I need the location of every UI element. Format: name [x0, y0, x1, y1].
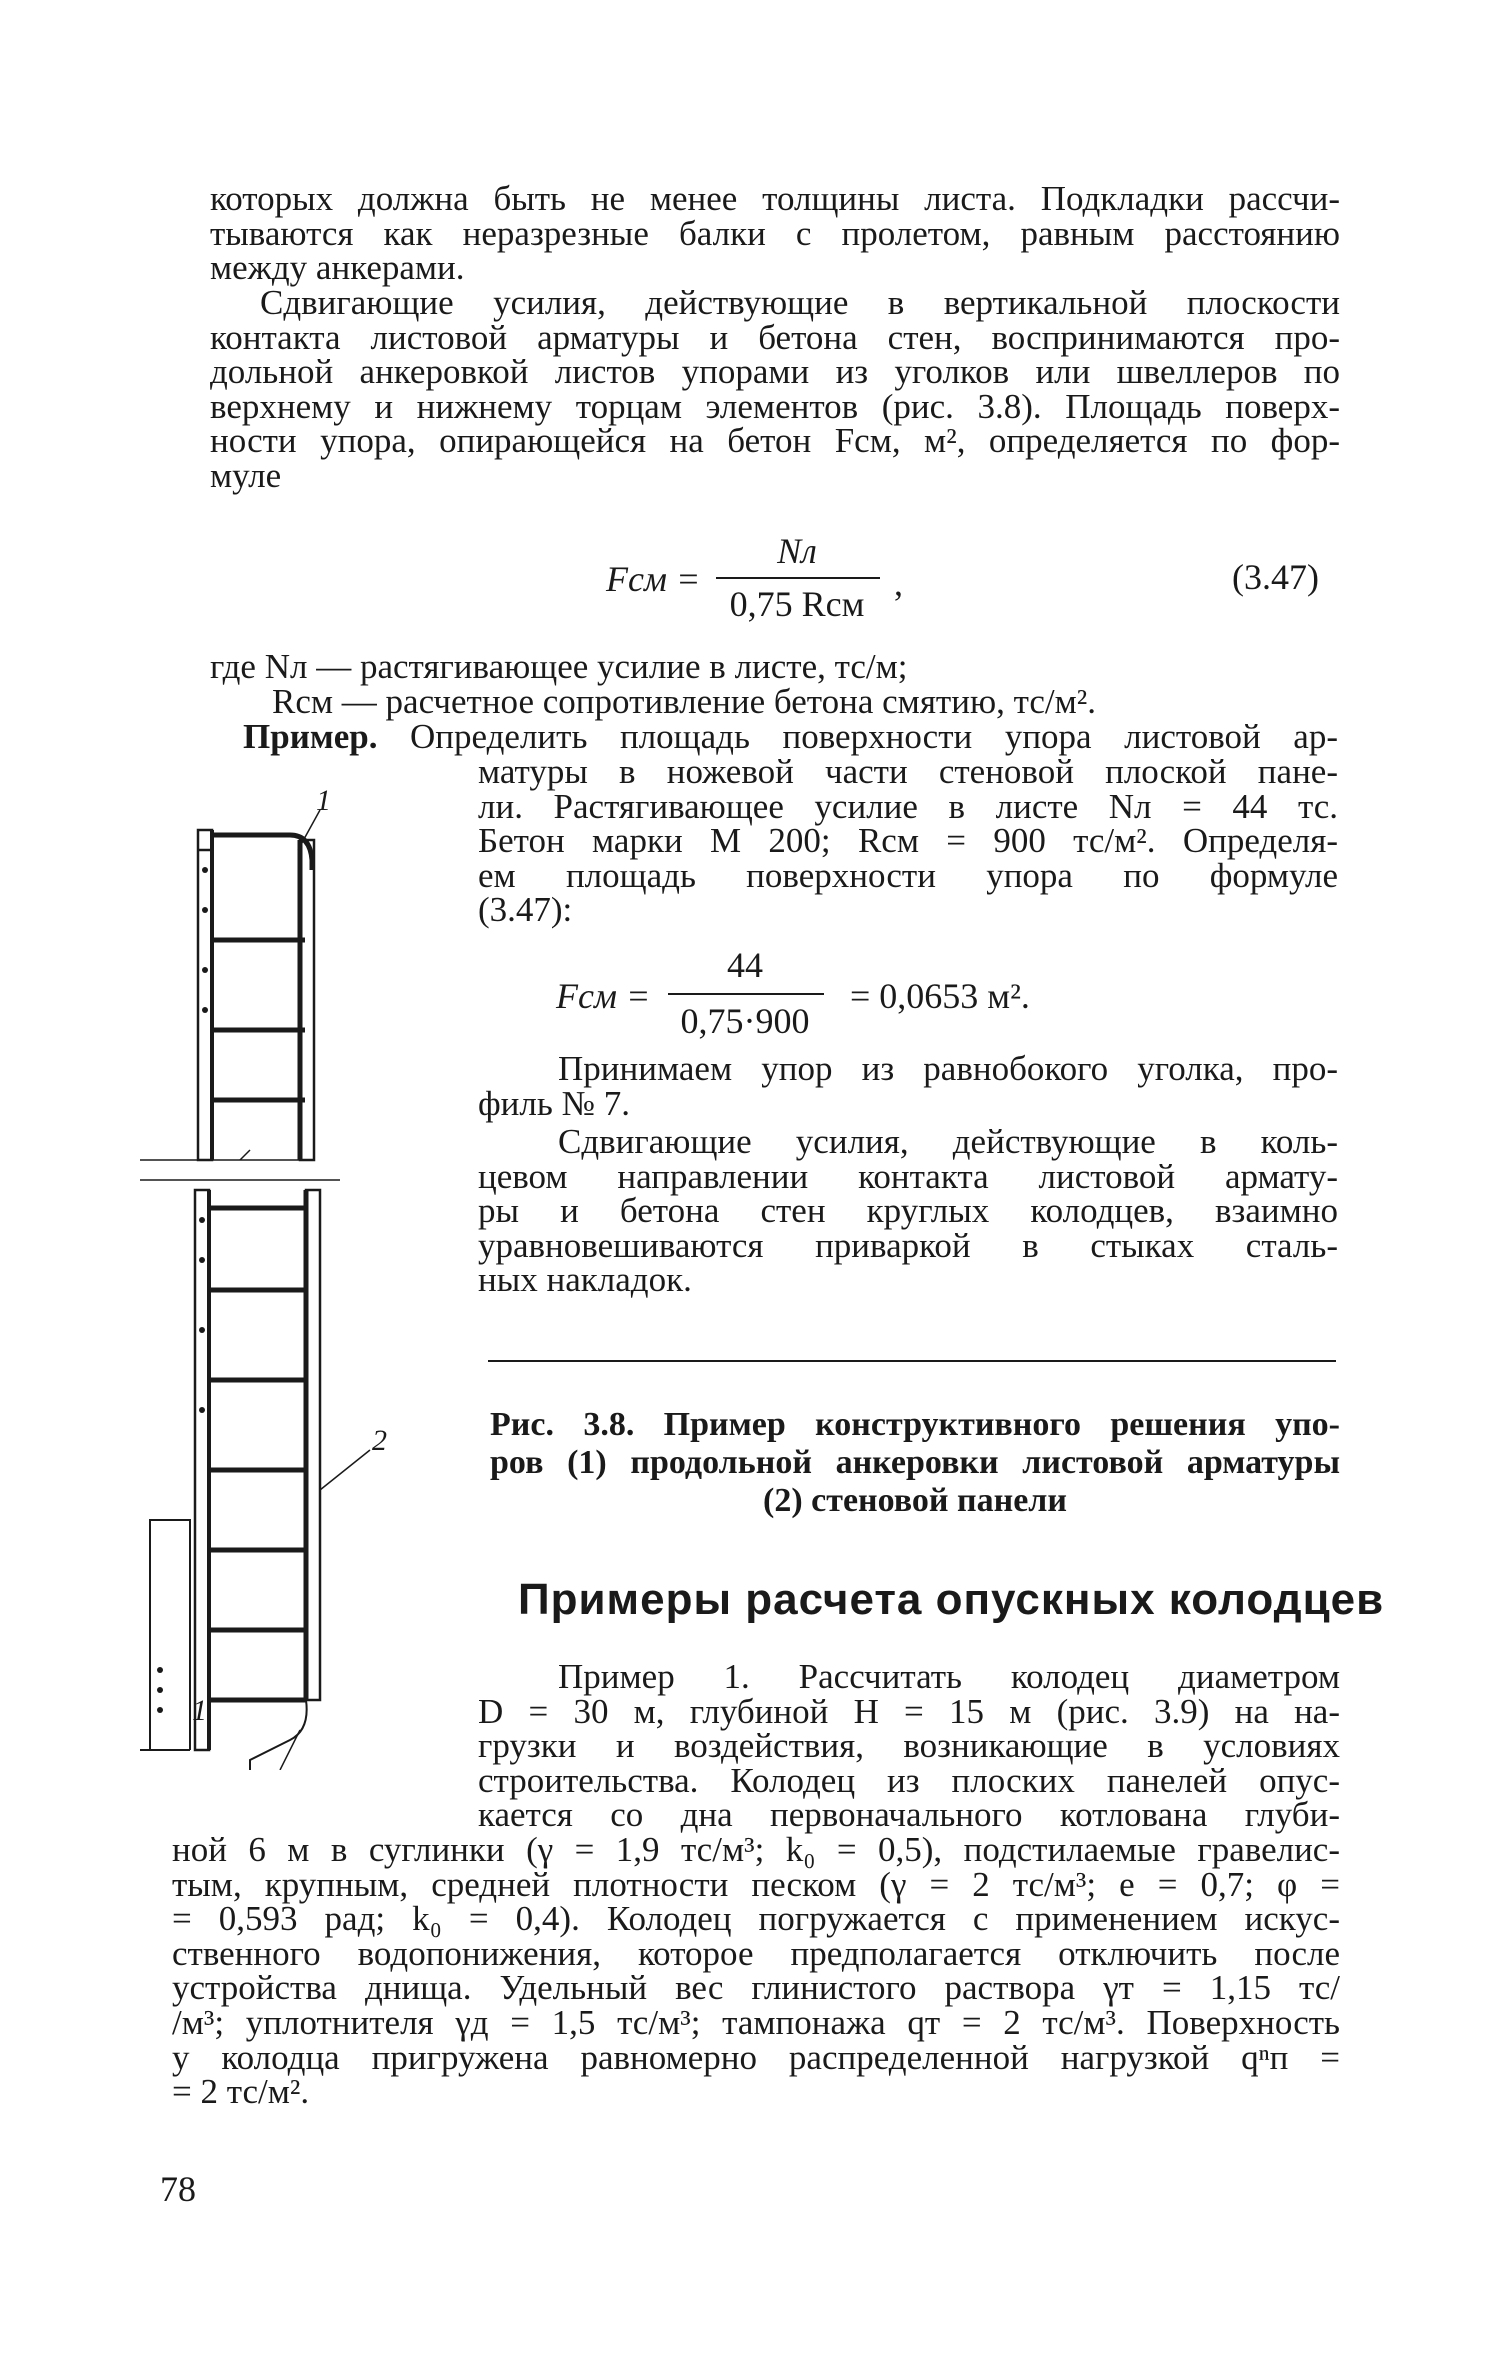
example-label: Пример. — [243, 717, 378, 756]
text-line: тываются как неразрезные балки с пролетом, равным расстоянию — [210, 213, 1340, 253]
example-intro — [243, 717, 1338, 756]
figure-caption — [490, 1406, 1340, 1520]
formula-numerator: Nл — [777, 531, 817, 571]
formula-lhs: Fсм = — [556, 976, 651, 1016]
caption-line: (2) стеновой панели — [763, 1482, 1067, 1519]
text-line: филь № 7. — [478, 1083, 630, 1123]
text-line: дольной анкеровкой листов упорами из уголков или швеллеров по — [210, 352, 1340, 392]
fraction-bar — [716, 577, 880, 579]
shear-paragraph — [478, 1122, 1338, 1300]
fraction-bar — [668, 993, 824, 995]
formula-denominator: 0,75 Rсм — [729, 584, 865, 624]
example1-indented — [478, 1657, 1340, 1835]
caption-line: Рис. 3.8. Пример конструктивного решения упо- — [490, 1406, 1340, 1443]
text-line: цевом направлении контакта листовой армату- — [478, 1156, 1338, 1196]
text-line: D = 30 м, глубиной H = 15 м (рис. 3.9) на на- — [478, 1691, 1340, 1731]
where-definitions — [210, 647, 1340, 721]
text-line: грузки и воздействия, возникающие в условиях — [478, 1726, 1340, 1766]
upper-panel-drawing — [140, 810, 320, 1160]
anchor-dots — [157, 867, 208, 1713]
example1-full — [172, 1830, 1340, 2112]
text-line: кается со дна первоначального котлована глуби- — [478, 1795, 1340, 1835]
caption-line: ров (1) продольной анкеровки листовой арматуры — [490, 1444, 1340, 1481]
text-line: устройства днища. Удельный вес глинистого раствора γт = 1,15 тс/ — [172, 1968, 1340, 2008]
example-body — [478, 752, 1338, 930]
text-line: матуры в ножевой части стеновой плоской пане- — [478, 752, 1338, 791]
text-line: ных накладок. — [478, 1260, 692, 1300]
text-line: = 2 тс/м². — [172, 2072, 310, 2112]
section-heading: Примеры расчета опускных колодцев — [518, 1575, 1385, 1624]
text-line: верхнему и нижнему торцам элементов (рис. 3.8). Площадь поверх- — [210, 386, 1340, 426]
text-line: муле — [210, 455, 282, 495]
text-line: между анкерами. — [210, 248, 465, 288]
text-line: ственного водопонижения, которое предполагается отключить после — [172, 1933, 1340, 1973]
formula-numerator: 44 — [727, 945, 763, 985]
text-line: у колодца пригружена равномерно распределенной нагрузкой qⁿп = — [172, 2037, 1340, 2077]
text-line: ры и бетона стен круглых колодцев, взаимно — [478, 1191, 1338, 1231]
figure-label-1-top: 1 — [316, 790, 331, 817]
page-number: 78 — [160, 2169, 196, 2209]
text-line: Пример 1. Рассчитать колодец диаметром — [558, 1657, 1340, 1696]
formula-result: = 0,0653 м². — [850, 976, 1030, 1016]
accept-paragraph — [478, 1049, 1338, 1123]
text-line: Сдвигающие усилия, действующие в вертикальной плоскости — [260, 283, 1340, 322]
paragraph-shear-forces — [210, 283, 1340, 495]
lower-panel-drawing — [140, 1180, 370, 1770]
caption-separator — [488, 1360, 1336, 1362]
text-line — [243, 717, 1338, 756]
text-line: ем площадь поверхности упора по формуле — [478, 855, 1338, 895]
text-line: Сдвигающие усилия, действующие в коль- — [558, 1122, 1338, 1161]
text-line: где Nл — растягивающее усилие в листе, тс/м; — [210, 647, 908, 686]
formula-tail: , — [894, 563, 903, 603]
formula-denominator: 0,75·900 — [680, 1001, 810, 1041]
text-line: ли. Растягивающее усилие в листе Nл = 44 тс. — [478, 786, 1338, 826]
figure-label-2: 2 — [372, 1424, 387, 1457]
equation-number: (3.47) — [1232, 557, 1319, 597]
figure-3-8-drawing — [140, 790, 440, 1770]
text-line: Rсм — расчетное сопротивление бетона смятию, тс/м². — [272, 681, 1096, 721]
text-line: уравновешиваются приваркой в стыках сталь- — [478, 1225, 1338, 1265]
text-line: ной 6 м в суглинки (γ = 1,9 тс/м³; k₀ = 0,5), подстилаемые гравелис- — [172, 1830, 1340, 1869]
text-line: контакта листовой арматуры и бетона стен, воспринимаются про- — [210, 317, 1340, 357]
text-line: ности упора, опирающейся на бетон Fсм, м², определяется по фор- — [210, 421, 1340, 461]
text-line: (3.47): — [478, 890, 573, 930]
text-line: тым, крупным, средней плотности песком (γ = 2 тс/м³; e = 0,7; φ = — [172, 1864, 1340, 1904]
text-line: /м³; уплотнителя γд = 1,5 тс/м³; тампонажа qт = 2 тс/м³. Поверхность — [172, 2002, 1340, 2042]
text-line: Принимаем упор из равнобокого уголка, про- — [558, 1049, 1338, 1088]
figure-label-1-bottom: 1 — [192, 1694, 207, 1727]
formula-lhs: Fсм = — [606, 559, 701, 599]
text-line: Бетон марки М 200; Rсм = 900 тс/м². Определя- — [478, 821, 1338, 861]
example-first-line: Определить площадь поверхности упора листовой ар- — [410, 717, 1338, 756]
text-line: строительства. Колодец из плоских панелей опус- — [478, 1760, 1340, 1800]
top-paragraph — [210, 179, 1340, 288]
text-line: = 0,593 рад; k₀ = 0,4). Колодец погружается с применением искус- — [172, 1899, 1340, 1939]
text-line: которых должна быть не менее толщины листа. Подкладки рассчи- — [210, 179, 1340, 218]
